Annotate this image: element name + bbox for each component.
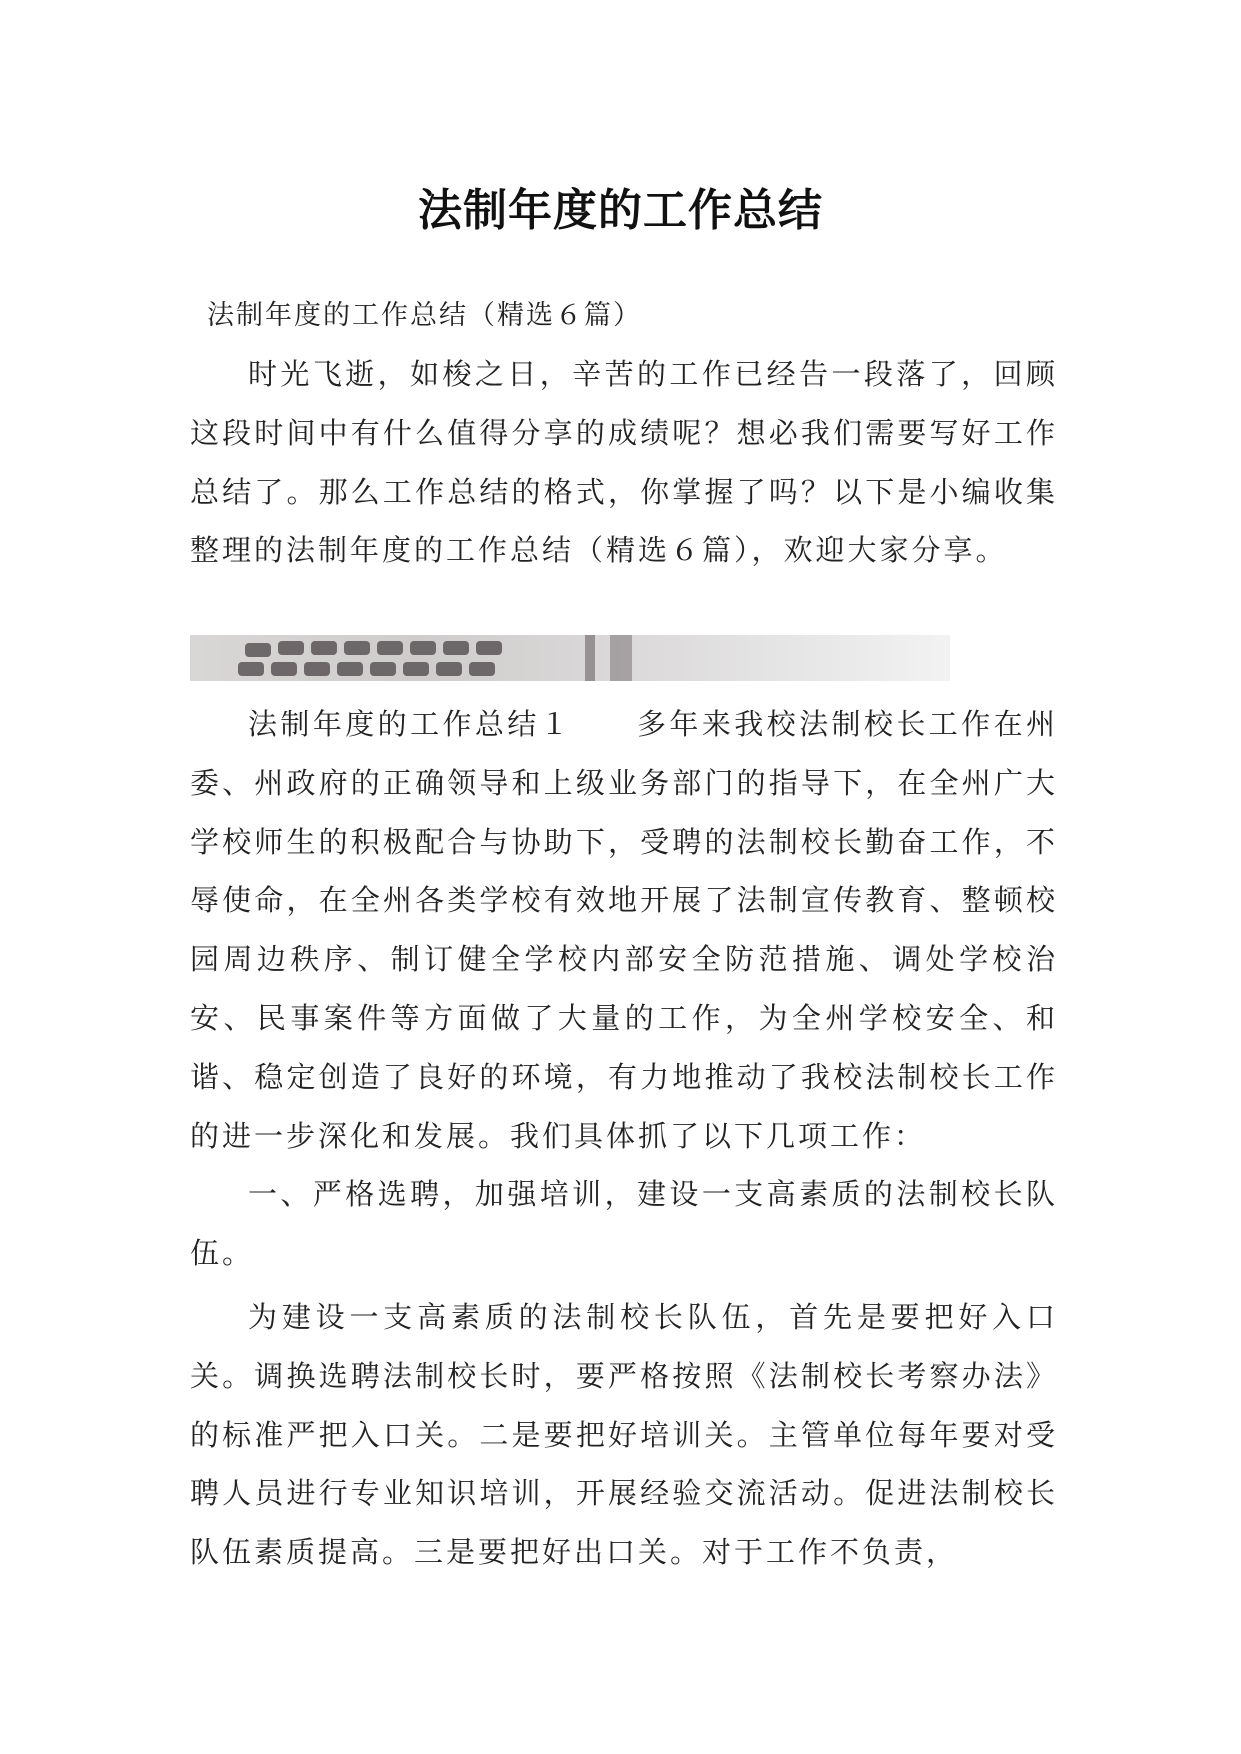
body-paragraph-1: 法制年度的工作总结１ 多年来我校法制校长工作在州委、州政府的正确领导和上级业务部门的指导下，在全州广大学校师生的积极配合与协助下，受聘的法制校长勤奋工作，不辱使命，在全州各类学校有效地开展了法制宣传教育、整顿校园周边秩序、制订健全学校内部安全防范措施、调处学校治安、民事案件等方面做了大量的工作，为全州学校安全、和谐、稳定创造了良好的环境，有力地推动了我校法制校长工作的进一步深化和发展。我们具体抓了以下几项工作： xyxy=(190,707,1058,1153)
page-title: 法制年度的工作总结 xyxy=(418,185,823,237)
section-heading-1: 一、严格选聘，加强培训，建设一支高素质的法制校长队伍。 xyxy=(190,1177,1058,1271)
body-paragraph-2: 为建设一支高素质的法制校长队伍，首先是要把好入口关。调换选聘法制校长时，要严格按照《法制校长考察办法》的标准严把入口关。二是要把好培训关。主管单位每年要对受聘人员进行专业知识培训，开展经验交流活动。促进法制校长队伍素质提高。三是要把好出口关。对于工作不负责， xyxy=(190,1299,1058,1570)
article-body xyxy=(190,695,1058,1582)
document-subtitle: 法制年度的工作总结（精选６篇） xyxy=(207,300,642,331)
keyboard-photo-banner xyxy=(190,635,950,681)
intro-section xyxy=(190,345,1058,580)
intro-paragraph: 时光飞逝，如梭之日，辛苦的工作已经告一段落了，回顾这段时间中有什么值得分享的成绩呢？想必我们需要写好工作总结了。那么工作总结的格式，你掌握了吗？以下是小编收集整理的法制年度的工作总结（精选６篇），欢迎大家分享。 xyxy=(190,357,1058,568)
